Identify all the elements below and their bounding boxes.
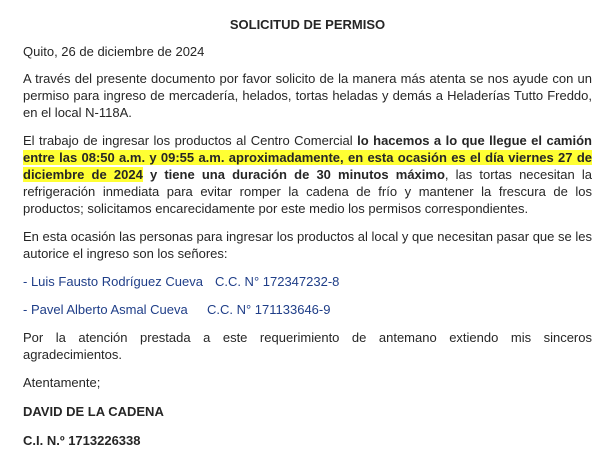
- paragraph-thanks: Por la atención prestada a este requerimiento de antemano extiendo mis sinceros agradecimientos.: [23, 330, 592, 362]
- closing-line: Atentamente;: [23, 375, 101, 390]
- paragraph-request: A través del presente documento por favor solicito de la manera más atenta se nos ayude con un permiso para ingreso de mercadería, helados, tortas heladas y demás a Heladerías Tutto Freddo, en el local N-118A.: [23, 71, 592, 120]
- signer-name: DAVID DE LA CADENA: [23, 404, 164, 419]
- person-item: [23, 273, 592, 290]
- schedule-text-duration: y tiene una duración de 30 minutos máximo: [142, 167, 445, 182]
- signer-id: C.I. N.º 1713226338: [23, 433, 141, 448]
- schedule-text-rest: , las tortas necesitan la refrigeración inmediata para evitar romper la cadena de frío y mantener la frescura de los productos; solicitamos encarecidamente por este medio los permisos correspondientes.: [23, 167, 592, 216]
- paragraph-persons-intro: En esta ocasión las personas para ingresar los productos al local y que necesitan pasar que se les autorice el ingreso son los señores:: [23, 229, 592, 261]
- person-id: C.C. N° 171133646-9: [206, 302, 331, 317]
- person-name: - Luis Fausto Rodríguez Cueva: [23, 274, 203, 289]
- paragraph-schedule: [23, 132, 592, 217]
- schedule-text-highlight: entre las 08:50 a.m. y 09:55 a.m. aproximadamente, en esta ocasión es el día viernes 27 de diciembre de 2024: [23, 150, 592, 182]
- person-id: C.C. N° 172347232-8: [214, 274, 340, 289]
- schedule-text-intro: El trabajo de ingresar los productos al Centro Comercial: [23, 133, 358, 148]
- document-title: SOLICITUD DE PERMISO: [229, 17, 386, 32]
- person-item: [23, 301, 592, 318]
- person-name: - Pavel Alberto Asmal Cueva: [23, 302, 195, 317]
- schedule-text-bold: lo hacemos a lo que llegue el camión: [357, 133, 592, 148]
- date-line: Quito, 26 de diciembre de 2024: [23, 44, 205, 59]
